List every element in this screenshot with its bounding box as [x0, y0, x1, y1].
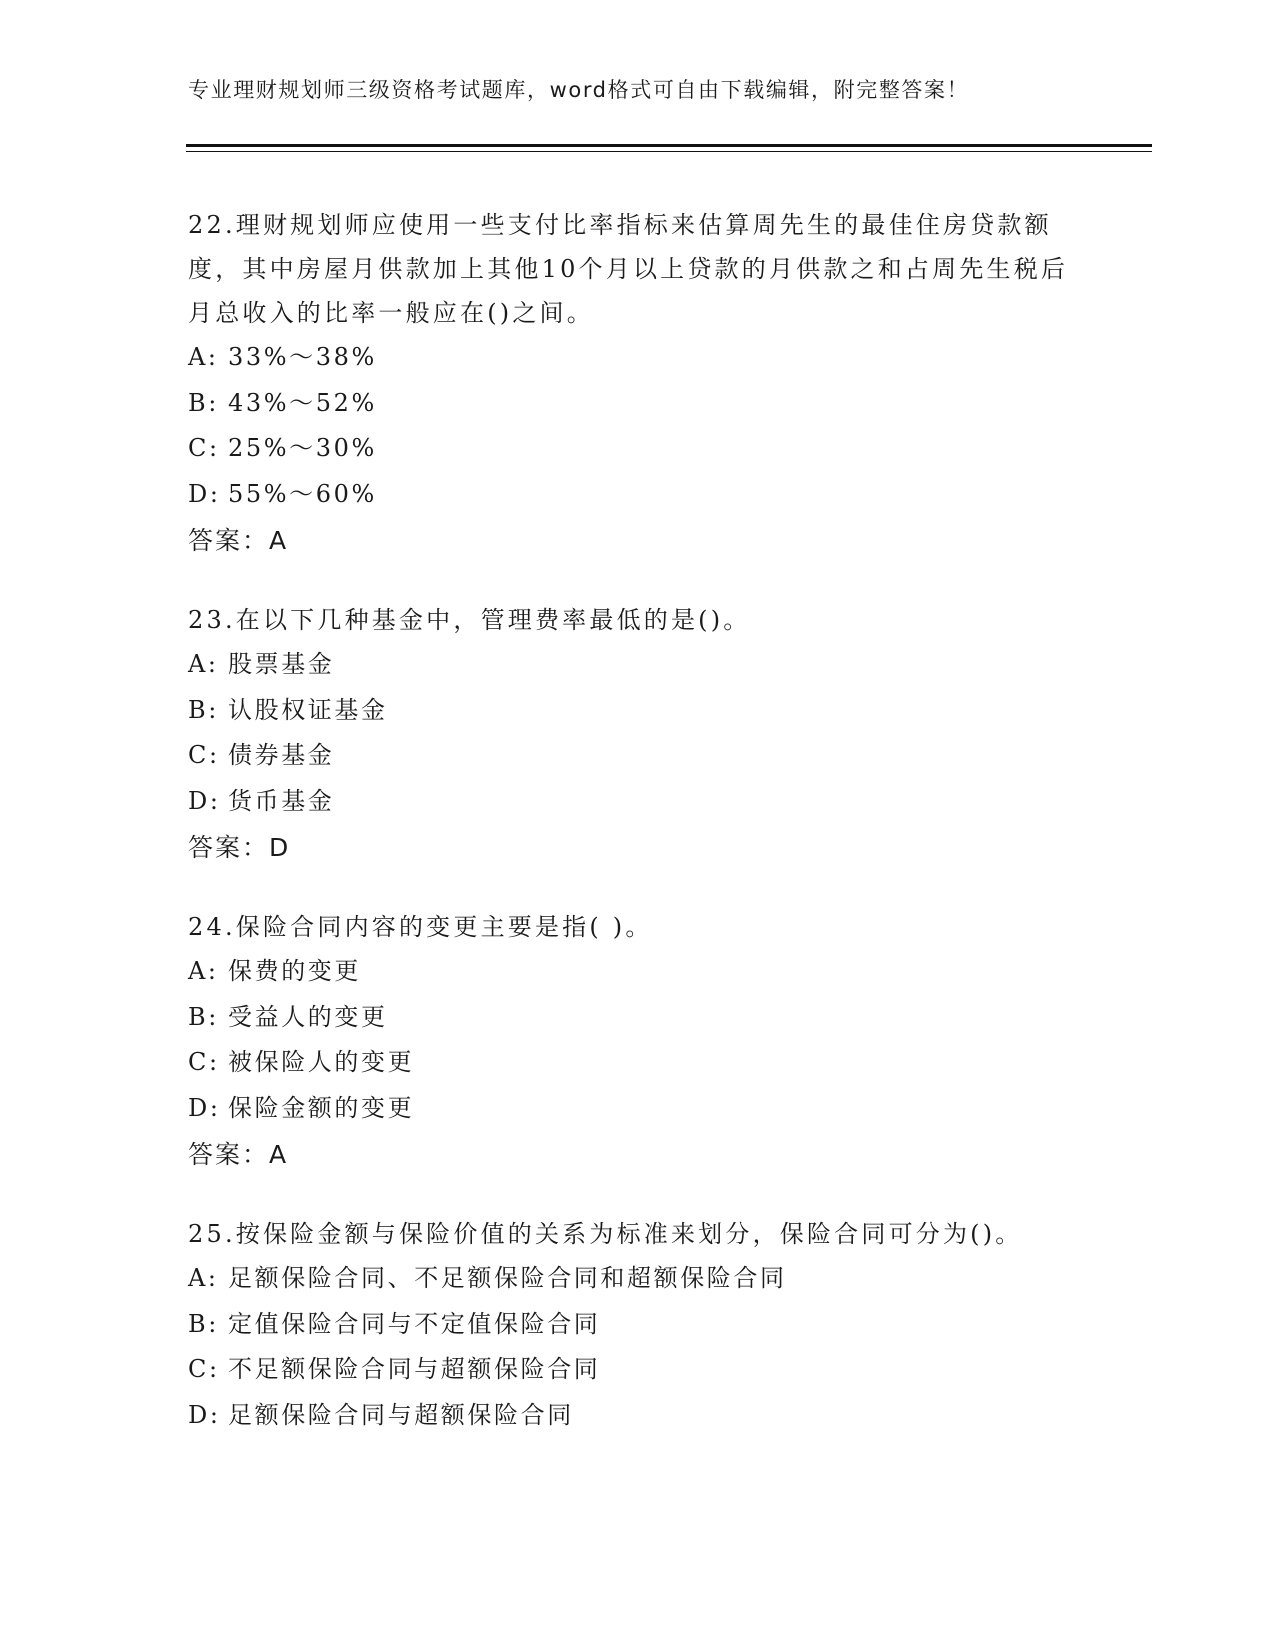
option-text: 受益人的变更 — [228, 1002, 388, 1031]
option-letter: D: — [188, 479, 221, 508]
header-rule-thin — [186, 151, 1152, 152]
question-23 — [188, 598, 1088, 871]
option-letter: C: — [188, 1355, 220, 1383]
option-text: 足额保险合同与超额保险合同 — [228, 1400, 574, 1429]
option-d — [188, 779, 1088, 825]
option-d — [188, 1086, 1088, 1132]
option-letter: B: — [188, 1002, 219, 1031]
option-letter: C: — [188, 1048, 220, 1076]
question-stem: 22.理财规划师应使用一些支付比率指标来估算周先生的最佳住房贷款额度，其中房屋月供款加上其他10个月以上贷款的月供款之和占周先生税后月总收入的比率一般应在()之间。 — [188, 211, 1069, 327]
option-text: 33%～38% — [228, 343, 377, 371]
option-c — [188, 426, 1088, 472]
question-22 — [188, 203, 1088, 564]
question-list — [188, 203, 1088, 1472]
option-a — [188, 642, 1088, 688]
option-b — [188, 688, 1088, 734]
option-d — [188, 472, 1088, 518]
option-c — [188, 1040, 1088, 1086]
option-letter: D: — [188, 1400, 221, 1429]
option-c — [188, 733, 1088, 779]
option-text: 43%～52% — [228, 388, 377, 417]
option-text: 保费的变更 — [228, 957, 361, 985]
answer-line: 答案：A — [188, 526, 289, 555]
option-letter: A: — [188, 1264, 219, 1292]
option-letter: C: — [188, 434, 220, 462]
header-rule-thick — [186, 144, 1152, 147]
question-stem: 23.在以下几种基金中，管理费率最低的是()。 — [188, 606, 751, 634]
option-letter: A: — [188, 957, 219, 985]
option-letter: A: — [188, 343, 219, 371]
option-b — [188, 381, 1088, 427]
option-letter: B: — [188, 695, 219, 724]
page-header: 专业理财规划师三级资格考试题库，word格式可自由下载编辑，附完整答案！ — [188, 78, 970, 102]
option-letter: D: — [188, 786, 221, 815]
option-a — [188, 1256, 1088, 1302]
option-text: 货币基金 — [228, 786, 335, 815]
answer-line: 答案：A — [188, 1140, 289, 1169]
option-text: 55%～60% — [228, 479, 377, 508]
option-text: 保险金额的变更 — [228, 1093, 415, 1122]
option-c — [188, 1347, 1088, 1393]
question-stem: 24.保险合同内容的变更主要是指( )。 — [188, 913, 653, 941]
option-letter: D: — [188, 1093, 221, 1122]
option-b — [188, 995, 1088, 1041]
option-letter: C: — [188, 741, 220, 769]
option-text: 25%～30% — [228, 434, 377, 462]
answer-line: 答案：D — [188, 833, 291, 862]
option-text: 认股权证基金 — [228, 695, 388, 724]
question-24 — [188, 905, 1088, 1178]
option-letter: B: — [188, 388, 219, 417]
option-a — [188, 335, 1088, 381]
question-stem: 25.按保险金额与保险价值的关系为标准来划分，保险合同可分为()。 — [188, 1220, 1023, 1248]
option-b — [188, 1302, 1088, 1348]
option-letter: B: — [188, 1309, 219, 1338]
option-text: 股票基金 — [228, 650, 335, 678]
question-25 — [188, 1212, 1088, 1438]
option-text: 定值保险合同与不定值保险合同 — [228, 1309, 601, 1338]
option-text: 足额保险合同、不足额保险合同和超额保险合同 — [228, 1264, 787, 1292]
option-d — [188, 1393, 1088, 1439]
option-letter: A: — [188, 650, 219, 678]
option-text: 不足额保险合同与超额保险合同 — [228, 1355, 601, 1383]
option-text: 被保险人的变更 — [228, 1048, 415, 1076]
option-a — [188, 949, 1088, 995]
option-text: 债券基金 — [228, 741, 335, 769]
